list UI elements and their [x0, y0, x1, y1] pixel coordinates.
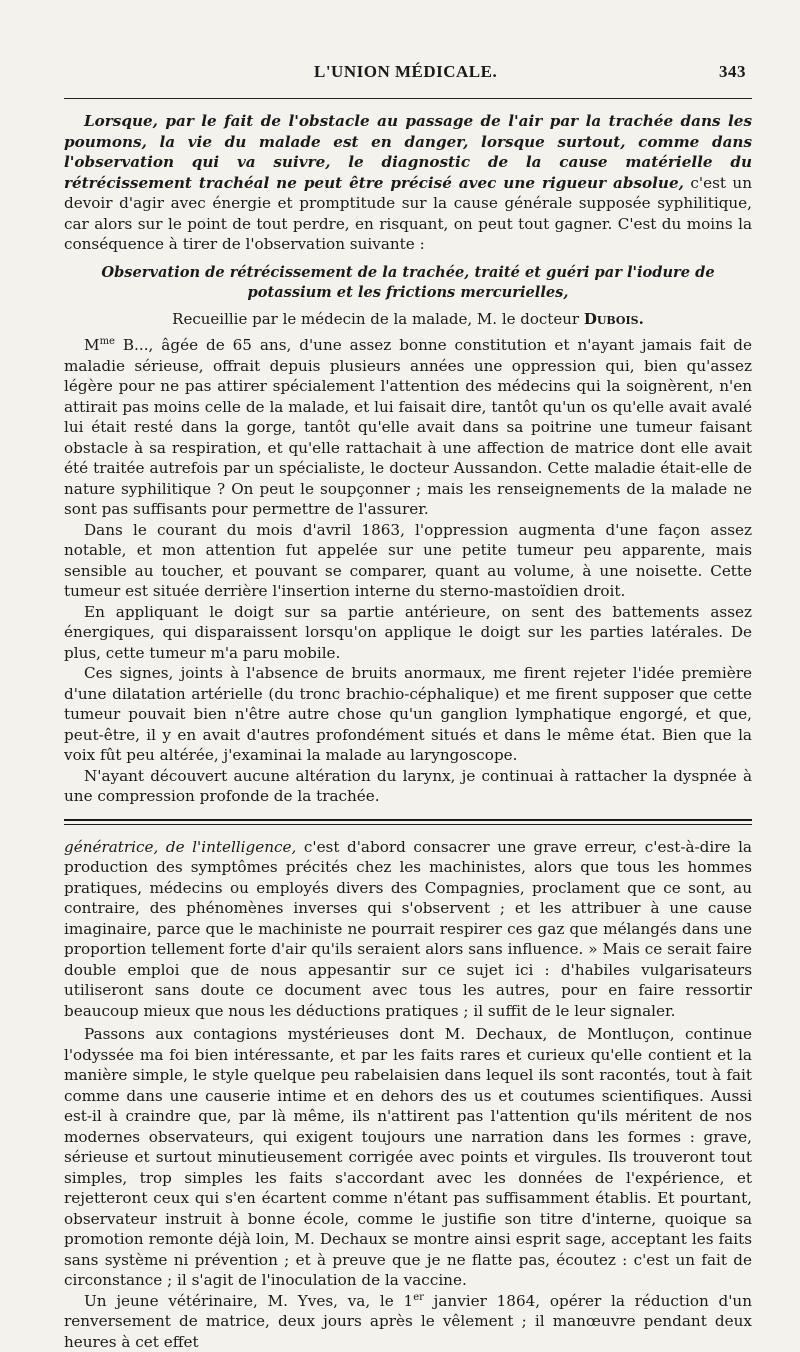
- feuilleton-p3-rest: janvier 1864, opérer la réduction d'un renversement de matrice, deux jours après le vêlement ; il manœuvre pendant deux heures à cet effet: [64, 1292, 752, 1351]
- feuilleton-paragraph-1: [64, 837, 752, 1022]
- byline: [64, 309, 752, 330]
- feuilleton-p1-rest: c'est d'abord consacrer une grave erreur, c'est-à-dire la production des symptômes précités chez les machinistes, alors que tous les hommes pratiques, médecins ou employés divers des Compagnies, proclament que ce sont, au contraire, des phénomènes inverses qui s'observent ; et les attribuer à une cause imaginaire, parce que le machiniste ne pourrait respirer ces gaz que mélangés dans une proportion tellement forte d'air qu'ils seraient alors sans influence. » Mais ce serait faire double emploi que de nous appesantir sur ce sujet ici : d'habiles vulgarisateurs utiliseront sans doute ce document avec tous les autres, pour en faire ressortir beaucoup mieux que nous les déductions pratiques ; il suffit de le leur signaler.: [64, 838, 752, 1020]
- feuilleton-p1-italic: génératrice, de l'intelligence,: [64, 838, 296, 856]
- feuilleton-paragraph-2: Passons aux contagions mystérieuses dont M. Dechaux, de Montluçon, continue l'odyssée ma foi bien intéressante, et par les faits rares et curieux qu'elle contient et la manière simple, le style quelque peu rabelaisien dans lequel ils sont racontés, tout à fait comme dans une causerie intime et en dehors des us et coutumes scientifiques. Aussi est-il à craindre que, par là même, ils n'attirent pas l'attention qu'ils méritent de nos modernes observateurs, qui exigent toujours une narration dans les formes : grave, sérieuse et surtout minutieusement corrigée avec points et virgules. Ils trouveront tout simples, trop simples les faits s'accordant avec les données de l'expérience, et rejetteront ceux qui s'en écartent comme n'étant pas suffisamment établis. Et pourtant, observateur instruit à bonne école, comme le justifie son titre d'interne, quoique sa promotion remonte déjà loin, M. Dechaux se montre ainsi esprit sage, acceptant les faits sans système ni prévention ; et à preuve que je ne flatte pas, écoutez : c'est un fait de circonstance ; il s'agit de l'inoculation de la vaccine.: [64, 1024, 752, 1291]
- feuilleton-paragraph-3: [64, 1291, 752, 1352]
- case-p1-rest: B..., âgée de 65 ans, d'une assez bonne constitution et n'ayant jamais fait de maladie sérieuse, offrait depuis plusieurs années une oppression qui, bien qu'assez légère pour ne pas attirer spécialement l'attention des médecins qui la soignèrent, n'en attirait pas moins celle de la malade, et lui faisait dire, tantôt qu'un os qu'elle avait avalé lui était resté dans la gorge, tantôt qu'elle avait dans sa poitrine une tumeur faisant obstacle à sa respiration, et qu'elle rattachait à une affection de matrice dont elle avait été traitée autrefois par un spécialiste, le docteur Aussandon. Cette maladie était-elle de nature syphilitique ? On peut le soupçonner ; mais les renseignements de la malade ne sont pas suffisants pour permettre de l'assurer.: [64, 336, 752, 518]
- intro-paragraph: [64, 111, 752, 255]
- observation-title: Observation de rétrécissement de la trachée, traité et guéri par l'iodure de potassium et les frictions mercurielles,: [64, 263, 752, 303]
- feuilleton-p3-prefix: Un jeune vétérinaire, M. Yves, va, le 1: [84, 1292, 413, 1310]
- article-lower: [64, 837, 752, 1352]
- journal-title: L'UNION MÉDICALE.: [314, 62, 497, 82]
- case-paragraph-2: Dans le courant du mois d'avril 1863, l'oppression augmenta d'une façon assez notable, et mon attention fut appelée sur une petite tumeur peu apparente, mais sensible au toucher, et pouvant se comparer, quant au volume, à une noisette. Cette tumeur est située derrière l'insertion interne du sterno-mastoïdien droit.: [64, 520, 752, 602]
- feuilleton-p3-sup: er: [413, 1291, 424, 1302]
- article-upper: [64, 111, 752, 807]
- case-paragraph-1: [64, 335, 752, 520]
- case-paragraph-3: En appliquant le doigt sur sa partie antérieure, on sent des battements assez énergiques, qui disparaissent lorsqu'on applique le doigt sur les parties latérales. De plus, cette tumeur m'a paru mobile.: [64, 602, 752, 664]
- intro-italic: Lorsque, par le fait de l'obstacle au passage de l'air par la trachée dans les poumons, la vie du malade est en danger, lorsque surtout, comme dans l'observation qui va suivre, le diagnostic de la cause matérielle du rétrécissement trachéal ne peut être précisé avec une rigueur absolue,: [64, 112, 752, 192]
- case-p1-prefix: M: [84, 336, 100, 354]
- header-rule: [64, 98, 752, 99]
- page-number: 343: [719, 62, 746, 82]
- byline-prefix: Recueillie par le médecin de la malade, M. le docteur: [172, 310, 584, 328]
- case-p1-sup: me: [100, 336, 115, 347]
- intro-rest: c'est un devoir d'agir avec énergie et promptitude sur la cause générale supposée syphilitique, car alors sur le point de tout perdre, en risquant, on peut tout gagner. C'est du moins la conséquence à tirer de l'observation suivante :: [64, 174, 752, 254]
- case-paragraph-5: N'ayant découvert aucune altération du larynx, je continuai à rattacher la dyspnée à une compression profonde de la trachée.: [64, 766, 752, 807]
- feuilleton-separator: [64, 819, 752, 825]
- running-header: [64, 62, 752, 82]
- case-paragraph-4: Ces signes, joints à l'absence de bruits anormaux, me firent rejeter l'idée première d'une dilatation artérielle (du tronc brachio-céphalique) et me firent supposer que cette tumeur pouvait bien n'être autre chose qu'un ganglion lymphatique engorgé, et que, peut-être, il y en avait d'autres profondément situés et dans le même état. Bien que la voix fût peu altérée, j'examinai la malade au laryngoscope.: [64, 663, 752, 766]
- byline-author: Dubois.: [584, 310, 644, 328]
